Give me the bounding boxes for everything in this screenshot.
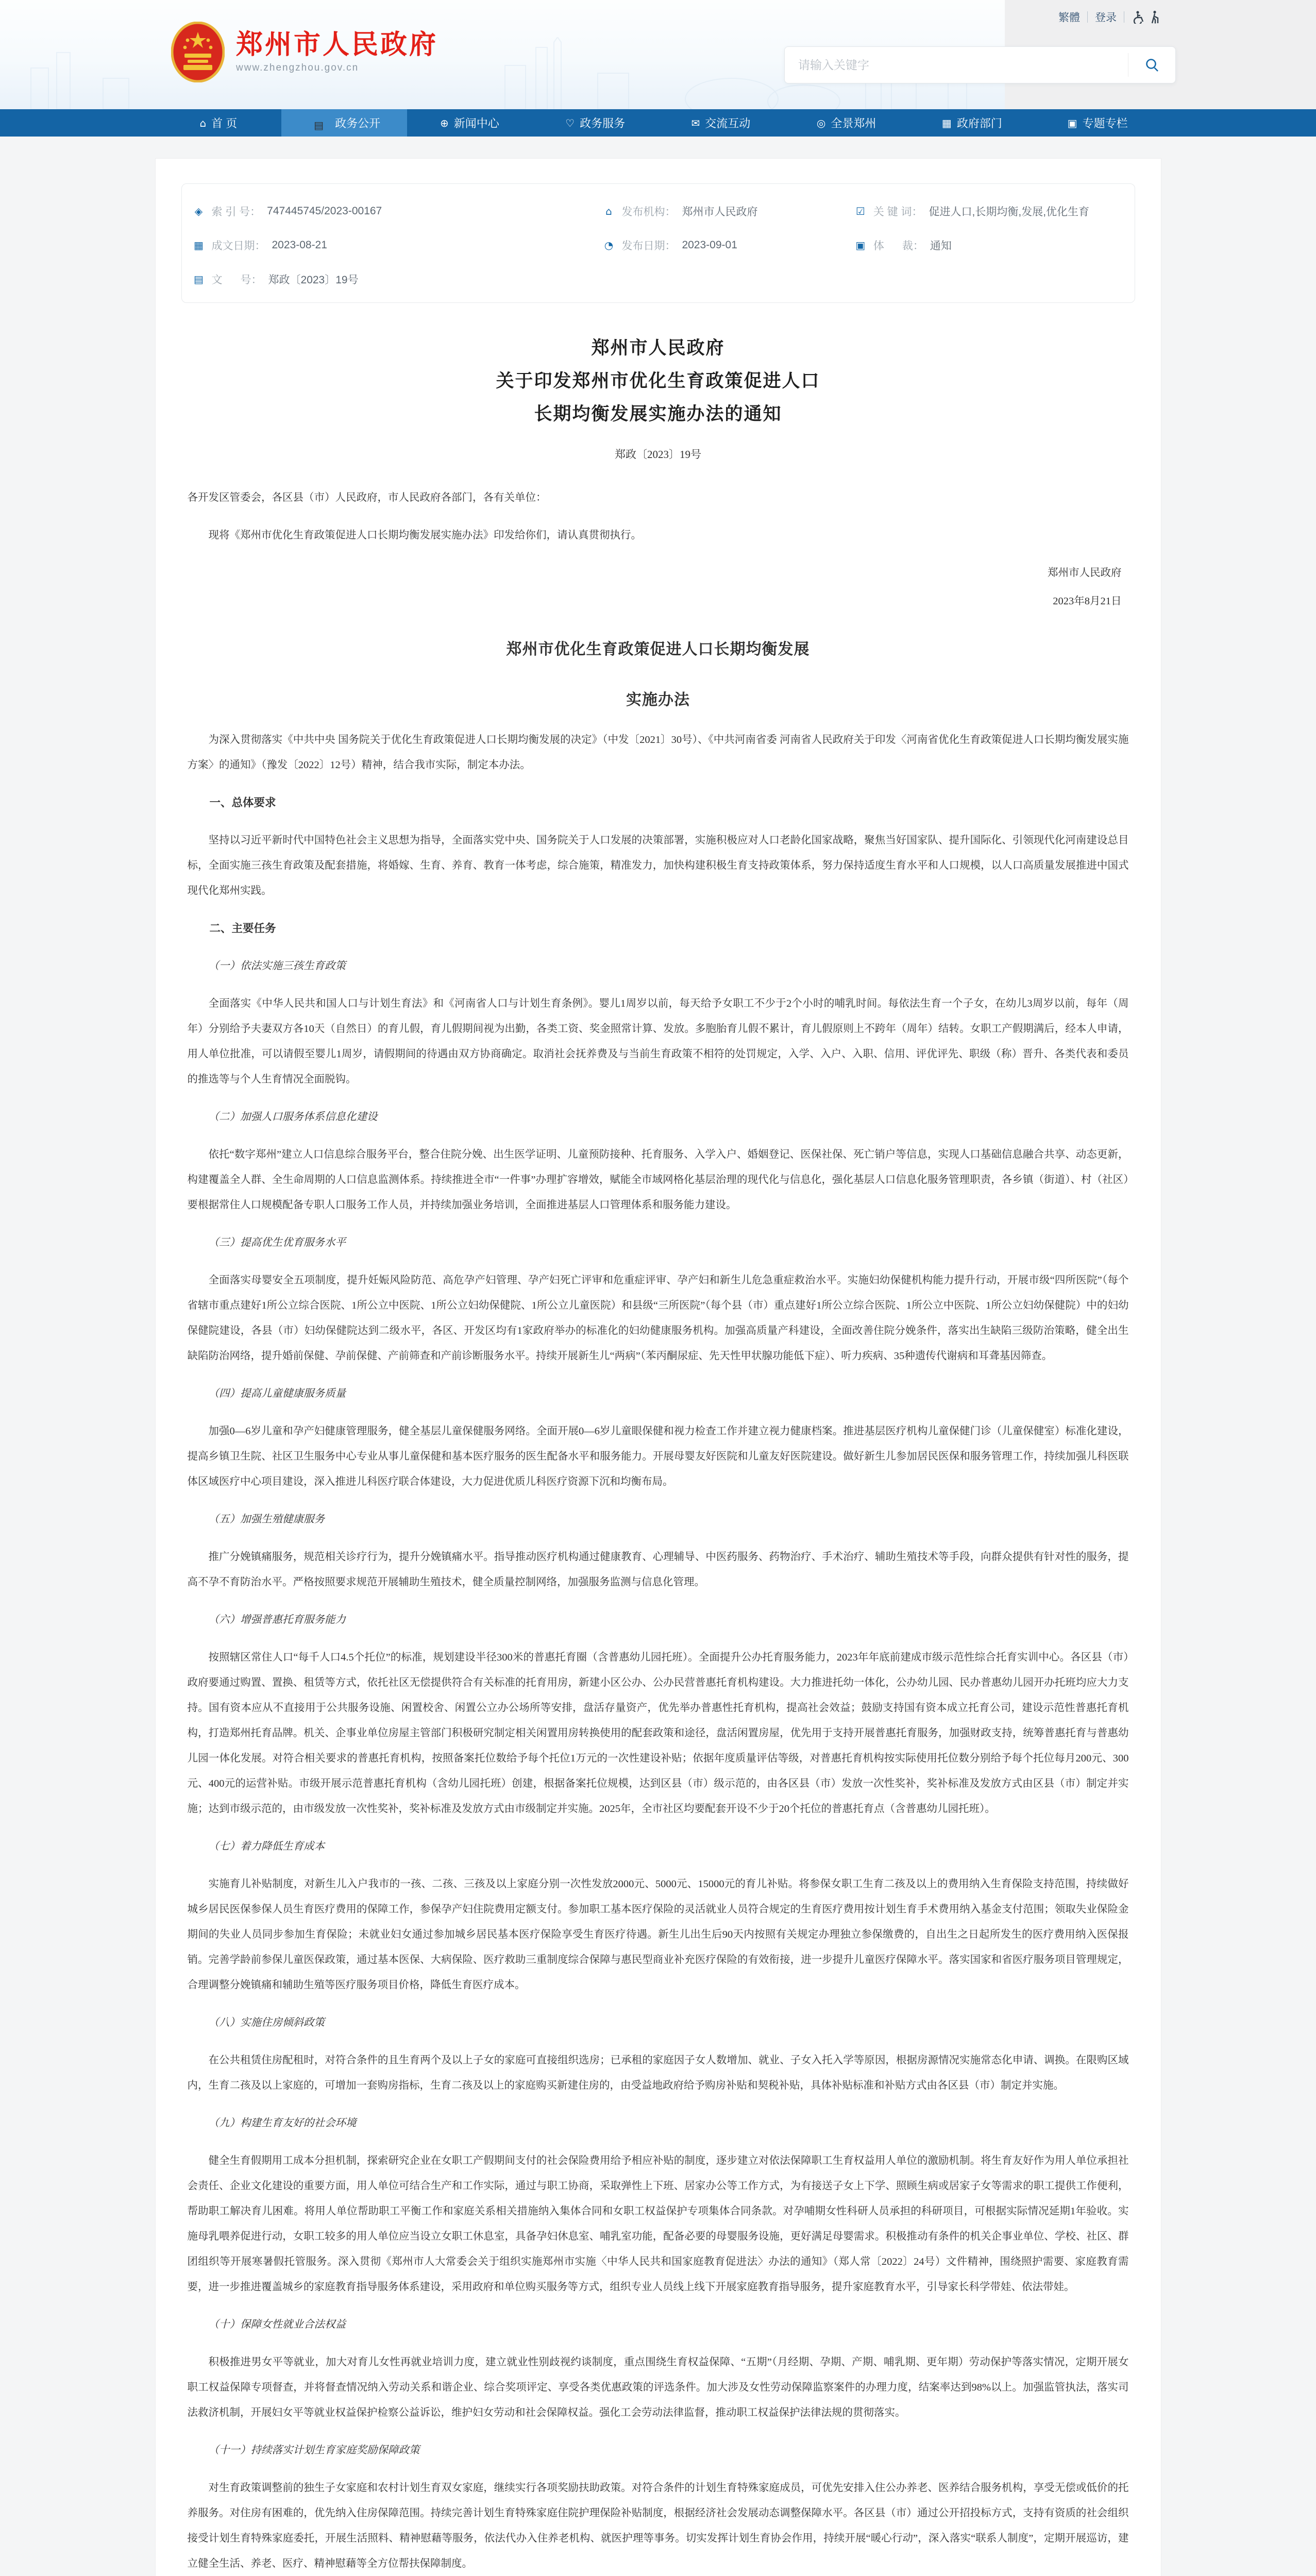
login-link[interactable]: 登录 [1095, 12, 1117, 24]
document-block: （十一）持续落实计划生育家庭奖励保障政策 [208, 2445, 420, 2456]
document-title [188, 332, 1129, 431]
nav-item[interactable] [532, 109, 658, 137]
nav-item-icon [691, 118, 700, 128]
page-main [0, 137, 1316, 2576]
site-search [784, 46, 1176, 83]
main-navigation [0, 109, 1316, 137]
document-block: （四）提高儿童健康服务质量 [208, 1388, 346, 1399]
document-block: 推广分娩镇痛服务，规范相关诊疗行为，提升分娩镇痛水平。指导推动医疗机构通过健康教育、心理辅导、中医药服务、药物治疗、手术治疗、辅助生殖技术等手段，向群众提供有针对性的服务，提高不孕不育防治水平。严格按照要求规范开展辅助生殖技术，健全质量控制网络，加强服务监测与信息化管理。 [187, 1551, 1129, 1588]
nav-item-label: 政府部门 [956, 117, 1002, 130]
document-block: 全面落实《中华人民共和国人口与计划生育法》和《河南省人口与计划生育条例》。婴儿1周岁以前，每天给予女职工不少于2个小时的哺乳时间。每依法生育一个子女，在幼儿3周岁以前，每年（周年）分别给予夫妻双方各10天（自然日）的育儿假，育儿假期间视为出勤，各类工资、奖金照常计算、发放。多胞胎育儿假不累计，育儿假原则上不跨年（周年）结转。女职工产假期满后，经本人申请，用人单位批准，可以请假至婴儿1周岁，请假期间的待遇由双方协商确定。取消社会抚养费及与当前生育政策不相符的处罚规定，入学、入户、入职、信用、评优评先、职级（称）晋升、各类代表和委员的推选等与个人生育情况全面脱钩。 [187, 998, 1129, 1085]
meta-agency: ⌂ 发布机构： 郑州市人民政府 [602, 204, 853, 219]
calendar-icon: ▦ [194, 239, 204, 251]
document-block: 2023年8月21日 [1053, 596, 1122, 607]
nav-item[interactable] [156, 109, 281, 137]
document-block: （七）着力降低生育成本 [208, 1841, 325, 1852]
document-block: （六）增强普惠托育服务能力 [208, 1614, 346, 1625]
title-line-3: 长期均衡发展实施办法的通知 [534, 404, 782, 424]
document-block: 在公共租赁住房配租时，对符合条件的且生育两个及以上子女的家庭可直接组织选房；已承租的家庭因子女人数增加、就业、子女入托入学等原因，根据房源情况实施常态化申请、调换。在限购区域内，生育二孩及以上家庭的，可增加一套购房指标，生育二孩及以上的家庭购买新建住房的，由受益地政府给予购房补贴和契税补贴，具体补贴标准和补贴方式由各区县（市）制定并实施。 [187, 2055, 1129, 2091]
nav-item[interactable] [281, 109, 407, 137]
nav-item-icon [199, 118, 206, 128]
nav-item[interactable] [658, 109, 784, 137]
document-block: （三）提高优生优育服务水平 [208, 1237, 346, 1248]
nav-item-icon [565, 118, 575, 128]
divider [1087, 11, 1088, 23]
government-building-icon: ⌂ [605, 205, 612, 217]
meta-date-published: ◔ 发布日期： 2023-09-01 [602, 238, 853, 253]
document-block: 实施育儿补贴制度，对新生儿入户我市的一孩、二孩、三孩及以上家庭分别一次性发放2000元、5000元、15000元的育儿补贴。将参保女职工生育二孩及以上的费用纳入生育保险支持范围，持续做好城乡居民医保参保人员生育医疗费用的保障工作，参保孕产妇住院费用定额支付。参加职工基本医疗保险的灵活就业人员符合规定的生育医疗费用按计划生育手术费用纳入基金支付范围；领取失业保险金期间的失业人员同步参加生育保险；未就业妇女通过参加城乡居民基本医疗保险享受生育医疗待遇。新生儿出生后90天内按照有关规定办理独立参保缴费的，自出生之日起所发生的医疗费用纳入医保报销。完善学龄前参保儿童医保政策，通过基本医保、大病保险、医疗救助三重制度综合保障与惠民型商业补充医疗保险的有效衔接，进一步提升儿童医疗保障水平。落实国家和省医疗服务项目管理规定，合理调整分娩镇痛和辅助生殖等医疗服务项目价格，降低生育医疗成本。 [187, 1878, 1129, 1991]
traditional-chinese-link[interactable]: 繁體 [1058, 12, 1080, 24]
meta-doc-no: ▤ 文 号： 郑政〔2023〕19号 [192, 272, 602, 287]
nav-item-label: 政务服务 [580, 117, 626, 130]
site-title: 郑州市人民政府 [236, 30, 438, 60]
nav-item-label: 专题专栏 [1082, 117, 1128, 130]
meta-index-no: ◈ 索 引 号： 747445745/2023-00167 [192, 204, 602, 219]
document-block: 依托“数字郑州”建立人口信息综合服务平台，整合住院分娩、出生医学证明、儿童预防接种、托育服务、入学入户、婚姻登记、医保社保、死亡销户等信息，实现人口基础信息融合共享、动态更新，构建覆盖全人群、全生命周期的人口信息监测体系。持续推进全市“一件事”办理扩容增效，赋能全市域网格化基层治理的现代化与信息化，强化基层人口信息化服务管理职责，各乡镇（街道）、村（社区）要根据常住人口规模配备专职人口服务工作人员，并持续加强业务培训，全面推进基层人口管理体系和服务能力建设。 [187, 1149, 1129, 1211]
nav-item[interactable] [784, 109, 909, 137]
site-banner [0, 0, 1316, 109]
document-block: （十）保障女性就业合法权益 [208, 2319, 346, 2330]
nav-item[interactable] [909, 109, 1035, 137]
document-block: 对生育政策调整前的独生子女家庭和农村计划生育双女家庭，继续实行各项奖励扶助政策。对符合条件的计划生育特殊家庭成员，可优先安排入住公办养老、医养结合服务机构，享受无偿或低价的托养服务。对住房有困难的，优先纳入住房保障范围。持续完善计划生育特殊家庭住院护理保险补贴制度，根据经济社会发展动态调整保障水平。各区县（市）通过公开招投标方式，支持有资质的社会组织接受计划生育特殊家庭委托，开展生活照料、精神慰藉等服务，依法代办入住养老机构、就医护理等事务。切实发挥计划生育协会作用，持续开展“暖心行动”，深入落实“联系人制度”，定期开展巡访，建立健全生活、养老、医疗、精神慰藉等全方位帮扶保障制度。 [187, 2482, 1129, 2569]
document-number: 郑政〔2023〕19号 [615, 448, 701, 461]
site-logo[interactable] [171, 22, 438, 82]
document-block: 二、主要任务 [209, 922, 276, 935]
document-block: 按照辖区常住人口“每千人口4.5个托位”的标准，规划建设半径300米的普惠托育圈（含普惠幼儿园托班）。全面提升公办托育服务能力，2023年年底前建成市级示范性综合托育实训中心。各区县（市）政府要通过购置、置换、租赁等方式，依托社区无偿提供符合有关标准的托育用房，新建小区公办、公办民营普惠托育机构建设。大力推进托幼一体化，公办幼儿园、民办普惠幼儿园开办托班均应大力支持。国有资本应从不直接用于公共服务设施、闲置校舍、闲置公立办公场所等安排，盘活存量资产，优先举办普惠性托育机构，提高社会效益；鼓励支持国有资本成立托育公司，建设示范性普惠托育机构，打造郑州托育品牌。机关、企事业单位房屋主管部门积极研究制定相关闲置用房转换使用的配套政策和途径，盘活闲置房屋，优先用于支持开展普惠托育服务，加强财政支持，统筹普惠托育与普惠幼儿园一体化发展。对符合相关要求的普惠托育机构，按照备案托位数给予每个托位1万元的一次性建设补贴；依据年度质量评估等级，对普惠托育机构按实际使用托位数分别给予每个托位每月200元、300元、400元的运营补贴。市级开展示范普惠托育机构（含幼儿园托班）创建，根据备案托位规模，达到区县（市）级示范的，由各区县（市）发放一次性奖补，奖补标准及发放方式由区县（市）制定并实施；达到市级示范的，由市级发放一次性奖补，奖补标准及发放方式由市级制定并实施。2025年，全市社区均要配套开设不少于20个托位的普惠托育点（含普惠幼儿园托班）。 [187, 1652, 1129, 1815]
search-input[interactable] [785, 47, 1128, 83]
document-block: 坚持以习近平新时代中国特色社会主义思想为指导，全面落实党中央、国务院关于人口发展的决策部署，实施积极应对人口老龄化国家战略，聚焦当好国家队、提升国际化、引领现代化河南建设总目标，全面实施三孩生育政策及配套措施，将婚嫁、生育、养育、教育一体考虑，综合施策，精准发力，加快构建积极生育支持政策体系，努力保持适度生育水平和人口规模，以人口高质量发展推进中国式现代化郑州实践。 [187, 835, 1129, 896]
site-url: www.zhengzhou.gov.cn [236, 62, 359, 73]
document-block: 郑州市人民政府 [1048, 567, 1122, 579]
nav-item-label: 交流互动 [705, 117, 751, 130]
nav-item-label: 政务公开 [335, 117, 381, 130]
tag-icon: ◈ [194, 205, 203, 217]
meta-genre: ▣ 体 裁： 通知 [854, 238, 1124, 253]
nav-item-icon [1068, 118, 1077, 128]
document-block: 加强0—6岁儿童和孕产妇健康管理服务，健全基层儿童保健服务网络。全面开展0—6岁儿童眼保健和视力检查工作并建立视力健康档案。推进基层医疗机构儿童保健门诊（儿童保健室）标准化建设，提高乡镇卫生院、社区卫生服务中心专业从事儿童保健和基本医疗服务的医生配备水平和服务能力。开展母婴友好医院和儿童友好医院建设。做好新生儿参加居民医保和服务管理工作，持续加强儿科医联体区域医疗中心项目建设，深入推进儿科医疗联合体建设，大力促进优质儿科医疗资源下沉和均衡布局。 [187, 1426, 1129, 1487]
document-icon: ▤ [194, 273, 204, 285]
document-block: 实施办法 [626, 691, 690, 708]
document-block: 现将《郑州市优化生育政策促进人口长期均衡发展实施办法》印发给你们，请认真贯彻执行。 [208, 530, 642, 541]
nav-item[interactable] [1035, 109, 1160, 137]
clock-icon: ◔ [604, 239, 614, 251]
document-block: （一）依法实施三孩生育政策 [208, 960, 346, 972]
nav-item-icon [440, 118, 449, 128]
nav-item-icon [817, 118, 825, 128]
document-block: 为深入贯彻落实《中共中央 国务院关于优化生育政策促进人口长期均衡发展的决定》（中发〔2021〕30号）、《中共河南省委 河南省人民政府关于印发〈河南省优化生育政策促进人口长期均衡发展实施方案〉的通知》（豫发〔2022〕12号）精神，结合我市实际，制定本办法。 [187, 734, 1129, 771]
nav-item-label: 首 页 [211, 117, 238, 130]
wheelchair-accessibility-icon[interactable] [1132, 10, 1145, 24]
document-card [155, 158, 1161, 2576]
elderly-accessibility-icon[interactable] [1150, 10, 1161, 24]
meta-date-written: ▦ 成文日期： 2023-08-21 [192, 238, 602, 253]
document-block: （五）加强生殖健康服务 [208, 1514, 325, 1525]
document-block: 一、总体要求 [209, 796, 276, 809]
nav-item-label: 新闻中心 [453, 117, 499, 130]
document-block: 郑州市优化生育政策促进人口长期均衡发展 [506, 641, 810, 658]
shield-check-icon: ☑ [855, 205, 865, 217]
document-block: 全面落实母婴安全五项制度，提升妊娠风险防范、高危孕产妇管理、孕产妇死亡评审和危重症评审、孕产妇和新生儿危急重症救治水平。实施妇幼保健机构能力提升行动，开展市级“四所医院”（每个省辖市重点建好1所公立综合医院、1所公立中医院、1所公立妇幼保健院、1所公立儿童医院）和县级“三所医院”（每个县（市）重点建好1所公立综合医院、1所公立中医院、1所公立妇幼保健院）中的妇幼保健院建设，各县（市）妇幼保健院达到二级水平，各区、开发区均有1家政府举办的标准化的妇幼健康服务机构。加强高质量产科建设，全面改善住院分娩条件，落实出生缺陷三级防治策略，健全出生缺陷防治网络，提升婚前保健、孕前保健、产前筛查和产前诊断服务水平。持续开展新生儿“两病”（苯丙酮尿症、先天性甲状腺功能低下症）、听力疾病、35种遗传代谢病和耳聋基因筛查。 [187, 1275, 1129, 1362]
national-emblem-icon [171, 22, 225, 82]
title-line-1: 郑州市人民政府 [591, 338, 725, 358]
document-block: 积极推进男女平等就业，加大对育儿女性再就业培训力度，建立就业性别歧视约谈制度，重点围绕生育权益保障、“五期”（月经期、孕期、产期、哺乳期、更年期）劳动保护等落实情况，定期开展女职工权益保障专项督查，并将督查情况纳入劳动关系和谐企业、综合奖项评定、享受各类优惠政策的评选条件。加大涉及女性劳动保障监察案件的办理力度，结案率达到98%以上。加强监管执法，落实司法救济机制，开展妇女平等就业权益保护检察公益诉讼，维护妇女劳动和社会保障权益。强化工会劳动法律监督，推动职工权益保护法律法规的贯彻落实。 [187, 2357, 1129, 2418]
top-utility-bar [1058, 9, 1161, 25]
document-block: 各开发区管委会，各区县（市）人民政府，市人民政府各部门，各有关单位： [187, 492, 547, 503]
document-block: （八）实施住房倾斜政策 [208, 2017, 325, 2028]
nav-item-icon [942, 118, 952, 128]
document [181, 303, 1135, 2576]
document-block: （二）加强人口服务体系信息化建设 [208, 1111, 378, 1123]
title-line-2: 关于印发郑州市优化生育政策促进人口 [496, 371, 820, 391]
nav-item[interactable] [407, 109, 533, 137]
meta-keywords: ☑ 关 键 词： 促进人口,长期均衡,发展,优化生育 [854, 204, 1124, 219]
search-icon [1144, 57, 1160, 73]
document-block: （九）构建生育友好的社会环境 [208, 2117, 357, 2129]
memo-icon: ▣ [855, 239, 866, 251]
nav-item-label: 全景郑州 [831, 117, 876, 130]
search-button[interactable] [1128, 53, 1175, 77]
nav-item-icon [308, 115, 330, 131]
document-block: 健全生育假期用工成本分担机制，探索研究企业在女职工产假期间支付的社会保险费用给予相应补贴的制度，逐步建立对依法保障职工生育权益用人单位的激励机制。将生育友好作为用人单位承担社会责任、企业文化建设的重要方面，用人单位可结合生产和工作实际，通过与职工协商，采取弹性上下班、居家办公等工作方式，为有接送子女上下学、照顾生病或居家子女等需求的职工提供工作便利，帮助职工解决育儿困难。将用人单位帮助职工平衡工作和家庭关系相关措施纳入集体合同和女职工权益保护专项集体合同条款。对孕哺期女性科研人员承担的科研项目，可根据实际情况延期1年验收。实施母乳喂养促进行动，女职工较多的用人单位应当设立女职工休息室，具备孕妇休息室、哺乳室功能，配备必要的母婴服务设施，更好满足母婴需求。积极推动有条件的机关企事业单位、学校、社区、群团组织等开展寒暑假托管服务。深入贯彻《郑州市人大常委会关于组织实施郑州市实施〈中华人民共和国家庭教育促进法〉办法的通知》（郑人常〔2022〕24号）文件精神，围绕照护需要、家庭教育需要，进一步推进覆盖城乡的家庭教育指导服务体系建设，采用政府和单位购买服务等方式，组织专业人员线上线下开展家庭教育指导服务，提升家庭教育水平，引导家长科学带娃、依法带娃。 [187, 2155, 1129, 2293]
document-metadata [181, 183, 1135, 303]
document-body [188, 485, 1129, 2576]
